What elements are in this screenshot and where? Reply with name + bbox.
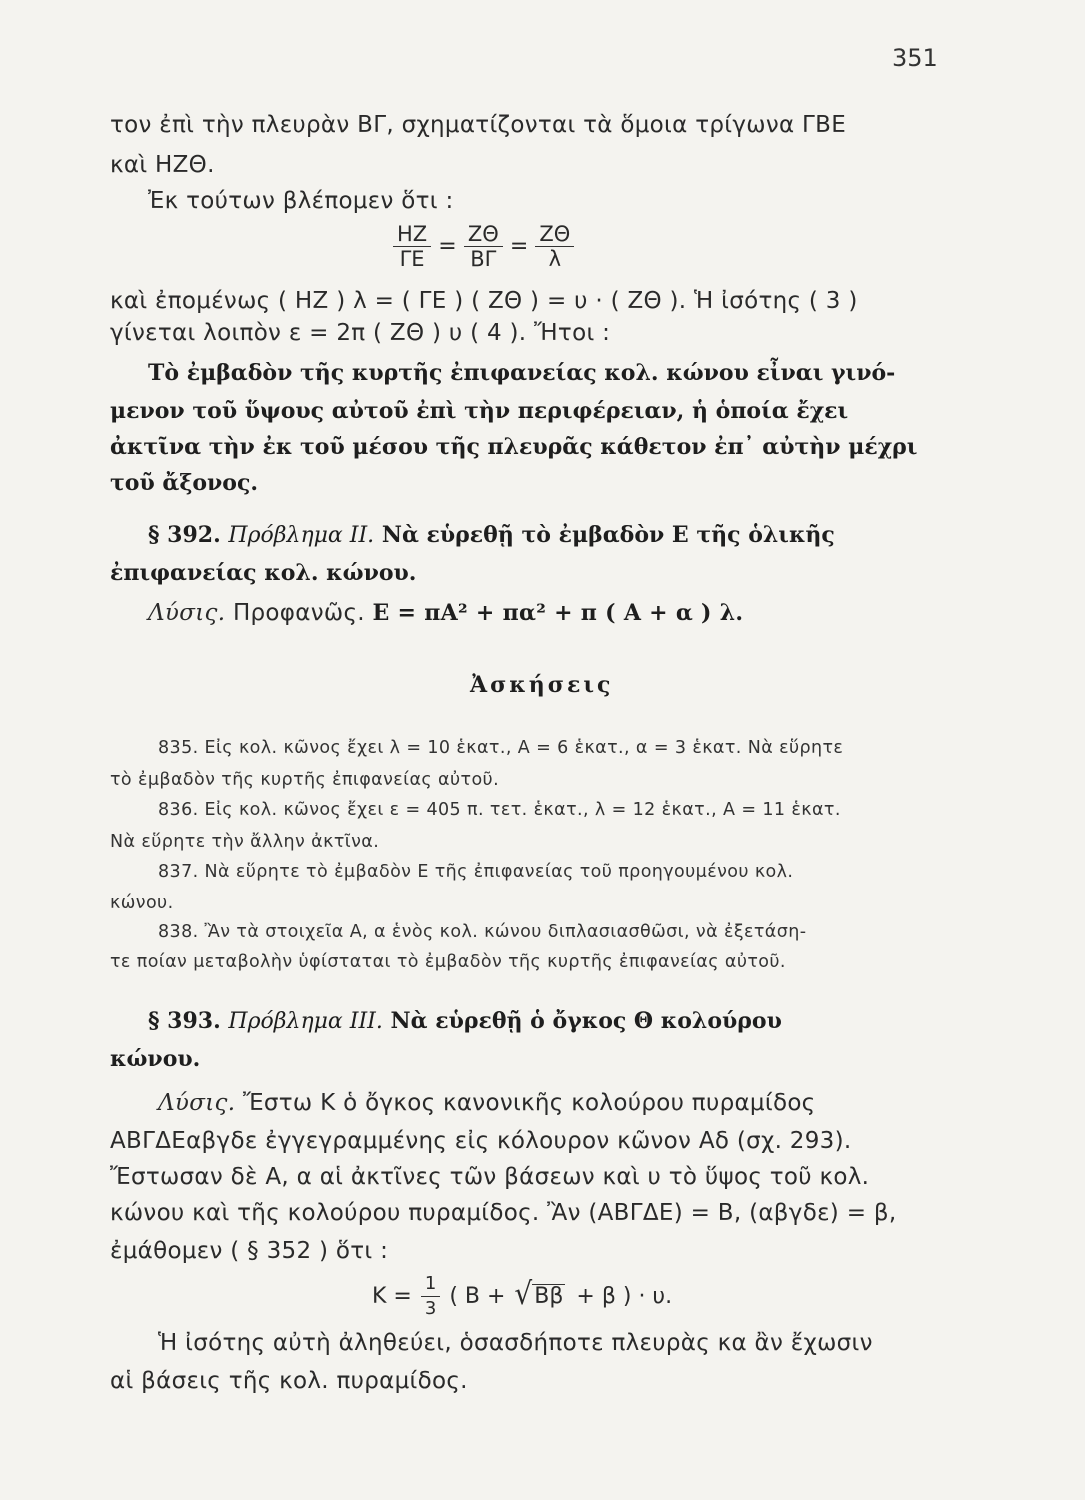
- radical-sign-icon: √: [514, 1274, 533, 1312]
- text-line: αἱ βάσεις τῆς κολ. πυραμίδος.: [110, 1368, 468, 1394]
- theorem-line: μενον τοῦ ὕψους αὐτοῦ ἐπὶ τὴν περιφέρειαν, ἡ ὁποία ἔχει: [110, 398, 849, 424]
- volume-formula: Κ = $\frac{1}{3}$ ( Β + √Ββ + β ) · υ.: [372, 1273, 673, 1319]
- exercise-836: 836. Εἰς κολ. κῶνος ἔχει ε = 405 π. τετ. ἑκατ., λ = 12 ἑκατ., Α = 11 ἑκατ.: [158, 800, 841, 820]
- exercise-838: 838. Ἂν τὰ στοιχεῖα Α, α ἑνὸς κολ. κώνου διπλασιασθῶσι, νὰ ἐξετάση-: [158, 922, 807, 942]
- text-line: καὶ ἐπομένως ( ΗΖ ) λ = ( ΓΕ ) ( ΖΘ ) = υ · ( ΖΘ ). Ἡ ἰσότης ( 3 ): [110, 288, 858, 314]
- section-392-heading-cont: ἐπιφανείας κολ. κώνου.: [110, 560, 417, 586]
- exercise-836-cont: Νὰ εὕρητε τὴν ἄλλην ἀκτῖνα.: [110, 832, 380, 852]
- section-393-heading-cont: κώνου.: [110, 1046, 201, 1072]
- theorem-line: ἀκτῖνα τὴν ἐκ τοῦ μέσου τῆς πλευρᾶς κάθετον ἐπ᾽ αὐτὴν μέχρι: [110, 434, 918, 460]
- text-line: τον ἐπὶ τὴν πλευρὰν ΒΓ, σχηματίζονται τὰ ὅμοια τρίγωνα ΓΒΕ: [110, 112, 847, 138]
- theorem-line: τοῦ ἄξονος.: [110, 470, 259, 496]
- fraction: $\frac{1}{3}$: [421, 1272, 440, 1321]
- fraction: $\frac{Z\Theta}{B\Gamma}$: [464, 222, 503, 271]
- section-393-heading: § 393. Πρόβλημα ΙΙΙ. Νὰ εὑρεθῇ ὁ ὄγκος Θ κολούρου: [148, 1008, 782, 1034]
- exercise-835-cont: τὸ ἐμβαδὸν τῆς κυρτῆς ἐπιφανείας αὐτοῦ.: [110, 770, 500, 790]
- fraction: $\frac{HZ}{\Gamma E}$: [393, 222, 431, 271]
- solution-line: Λύσις. Προφανῶς. Ε = πΑ² + πα² + π ( Α + α ) λ.: [148, 600, 744, 626]
- exercises-heading: Ἀσκήσεις: [470, 672, 614, 698]
- text-line: Ἡ ἰσότης αὐτὴ ἀληθεύει, ὁσασδήποτε πλευρὰς κα ἂν ἔχωσιν: [158, 1330, 873, 1356]
- text-line: κώνου καὶ τῆς κολούρου πυραμίδος. Ἂν (ΑΒΓΔΕ) = Β, (αβγδε) = β,: [110, 1200, 897, 1226]
- section-392-heading: § 392. Πρόβλημα ΙΙ. Νὰ εὑρεθῇ τὸ ἐμβαδὸν Ε τῆς ὁλικῆς: [148, 522, 835, 548]
- text-line: καὶ ΗΖΘ.: [110, 152, 215, 178]
- text-line: Ἐκ τούτων βλέπομεν ὅτι :: [148, 188, 454, 214]
- fraction: $\frac{Z\Theta}{\lambda}$: [535, 222, 574, 271]
- text-line: γίνεται λοιπὸν ε = 2π ( ΖΘ ) υ ( 4 ). Ἤτοι :: [110, 320, 611, 346]
- text-line: Λύσις. Ἔστω Κ ὁ ὄγκος κανονικῆς κολούρου πυραμίδος: [158, 1090, 816, 1116]
- exercise-837-cont: κώνου.: [110, 893, 174, 913]
- proportion-formula: $\frac{HZ}{\Gamma E}$ = $\frac{Z\Theta}{B\Gamma}$ = $\frac{Z\Theta}{\lambda}$: [393, 222, 574, 271]
- page-number: 351: [892, 44, 938, 72]
- text-line: ΑΒΓΔΕαβγδε ἐγγεγραμμένης εἰς κόλουρον κῶνον Αδ (σχ. 293).: [110, 1128, 852, 1154]
- text-line: ἐμάθομεν ( § 352 ) ὅτι :: [110, 1238, 389, 1264]
- text-line: Ἔστωσαν δὲ Α, α αἱ ἀκτῖνες τῶν βάσεων καὶ υ τὸ ὕψος τοῦ κολ.: [110, 1164, 870, 1190]
- theorem-line: Τὸ ἐμβαδὸν τῆς κυρτῆς ἐπιφανείας κολ. κώνου εἶναι γινό-: [148, 360, 896, 386]
- exercise-837: 837. Νὰ εὕρητε τὸ ἐμβαδὸν Ε τῆς ἐπιφανείας τοῦ προηγουμένου κολ.: [158, 862, 794, 882]
- exercise-838-cont: τε ποίαν μεταβολὴν ὑφίσταται τὸ ἐμβαδὸν τῆς κυρτῆς ἐπιφανείας αὐτοῦ.: [110, 952, 786, 972]
- exercise-835: 835. Εἰς κολ. κῶνος ἔχει λ = 10 ἑκατ., Α = 6 ἑκατ., α = 3 ἑκατ. Νὰ εὕρητε: [158, 738, 844, 758]
